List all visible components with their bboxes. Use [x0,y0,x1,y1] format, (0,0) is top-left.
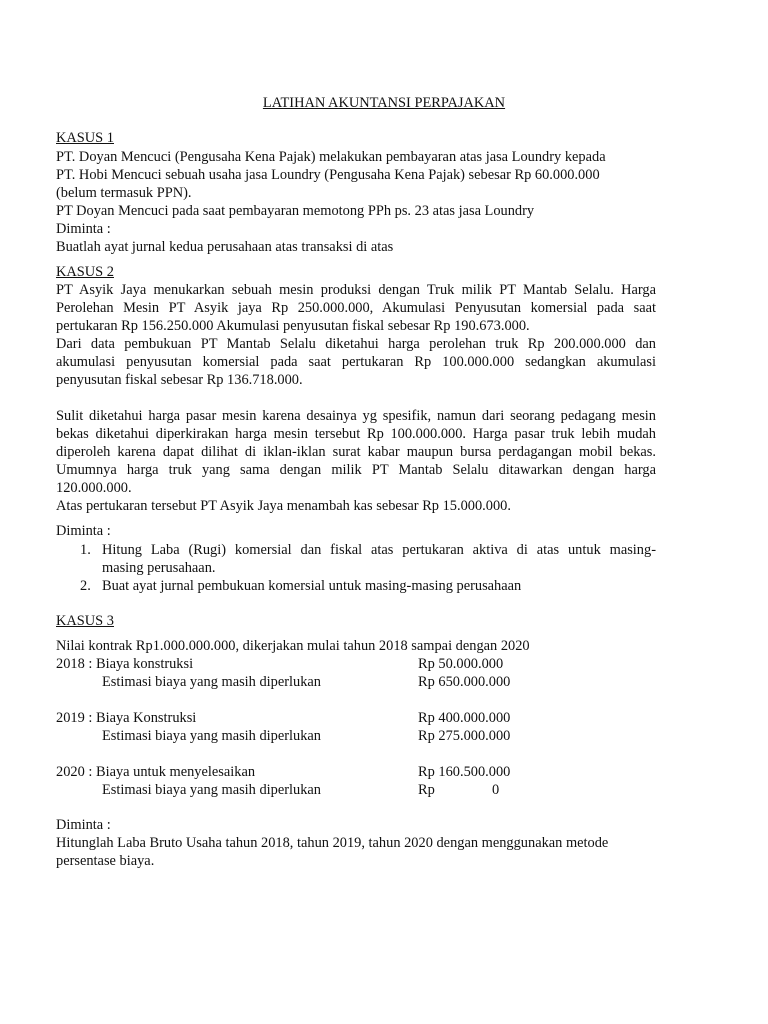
kasus-2-line: Atas pertukaran tersebut PT Asyik Jaya menambah kas sebesar Rp 15.000.000. [56,498,511,514]
kasus-2-line: akumulasi penyusutan komersial pada saat pertukaran Rp 100.000.000 sedangkan akumulasi [56,354,656,370]
year-cost-amount: Rp 160.500.000 [418,764,511,780]
estimate-amount: Rp [418,782,435,798]
kasus-2-heading: KASUS 2 [56,264,114,280]
kasus-1-line: Diminta : [56,221,111,237]
kasus-3-task-line: Hitunglah Laba Bruto Usaha tahun 2018, tahun 2019, tahun 2020 dengan menggunakan metode [56,835,609,851]
list-number: 1. [80,542,91,558]
kasus-3-intro: Nilai kontrak Rp1.000.000.000, dikerjakan mulai tahun 2018 sampai dengan 2020 [56,638,530,654]
kasus-2-line: Perolehan Mesin PT Asyik jaya Rp 250.000.000, Akumulasi Penyusutan komersial pada saat [56,300,656,316]
kasus-2-line: 120.000.000. [56,480,132,496]
kasus-3-task-line: persentase biaya. [56,853,155,869]
list-number: 2. [80,578,91,594]
estimate-label: Estimasi biaya yang masih diperlukan [102,728,322,744]
year-cost-label: 2019 : Biaya Konstruksi [56,710,197,726]
year-cost-label: 2020 : Biaya untuk menyelesaikan [56,764,256,780]
kasus-1-line: Buatlah ayat jurnal kedua perusahaan atas transaksi di atas [56,239,394,255]
estimate-label: Estimasi biaya yang masih diperlukan [102,782,322,798]
list-item-continuation: masing perusahaan. [102,560,216,576]
estimate-amount: Rp 650.000.000 [418,674,511,690]
kasus-2-line: bekas diketahui diperkirakan harga mesin tersebut Rp 100.000.000. Harga pasar truk lebih mudah [56,426,656,442]
year-cost-amount: Rp 400.000.000 [418,710,511,726]
year-cost-label: 2018 : Biaya konstruksi [56,656,194,672]
kasus-1-heading: KASUS 1 [56,130,114,146]
estimate-label: Estimasi biaya yang masih diperlukan [102,674,322,690]
kasus-1-line: PT. Hobi Mencuci sebuah usaha jasa Loundry (Pengusaha Kena Pajak) sebesar Rp 60.000.000 [56,167,600,183]
year-cost-amount: Rp 50.000.000 [418,656,504,672]
document-title: LATIHAN AKUNTANSI PERPAJAKAN [262,95,506,111]
kasus-1-line: (belum termasuk PPN). [56,185,192,201]
estimate-amount: Rp 275.000.000 [418,728,511,744]
kasus-2-line: Umumnya harga truk yang sama dengan milik PT Mantab Selalu ditawarkan dengan harga [56,462,656,478]
kasus-2-line: pertukaran Rp 156.250.000 Akumulasi penyusutan fiskal sebesar Rp 190.673.000. [56,318,530,334]
kasus-2-line: Dari data pembukuan PT Mantab Selalu diketahui harga perolehan truk Rp 200.000.000 dan [56,336,656,352]
kasus-2-line: Sulit diketahui harga pasar mesin karena desainya yg spesifik, namun dari seorang pedagang mesin [56,408,656,424]
list-item-text: Buat ayat jurnal pembukuan komersial untuk masing-masing perusahaan [102,578,522,594]
kasus-1-line: PT. Doyan Mencuci (Pengusaha Kena Pajak) melakukan pembayaran atas jasa Loundry kepada [56,149,606,165]
kasus-2-line: PT Asyik Jaya menukarkan sebuah mesin produksi dengan Truk milik PT Mantab Selalu. Harga [56,282,656,298]
kasus-1-line: PT Doyan Mencuci pada saat pembayaran memotong PPh ps. 23 atas jasa Loundry [56,203,535,219]
kasus-3-heading: KASUS 3 [56,613,114,629]
kasus-2-diminta: Diminta : [56,523,111,539]
kasus-2-line: penyusutan fiskal sebesar Rp 136.718.000. [56,372,303,388]
kasus-2-line: diperoleh karena dapat dilihat di iklan-iklan surat kabar maupun bursa perdagangan mobil bekas. [56,444,656,460]
estimate-zero-value: 0 [492,782,500,798]
kasus-3-diminta: Diminta : [56,817,111,833]
list-item-text: Hitung Laba (Rugi) komersial dan fiskal atas pertukaran aktiva di atas untuk masing- [102,542,656,558]
